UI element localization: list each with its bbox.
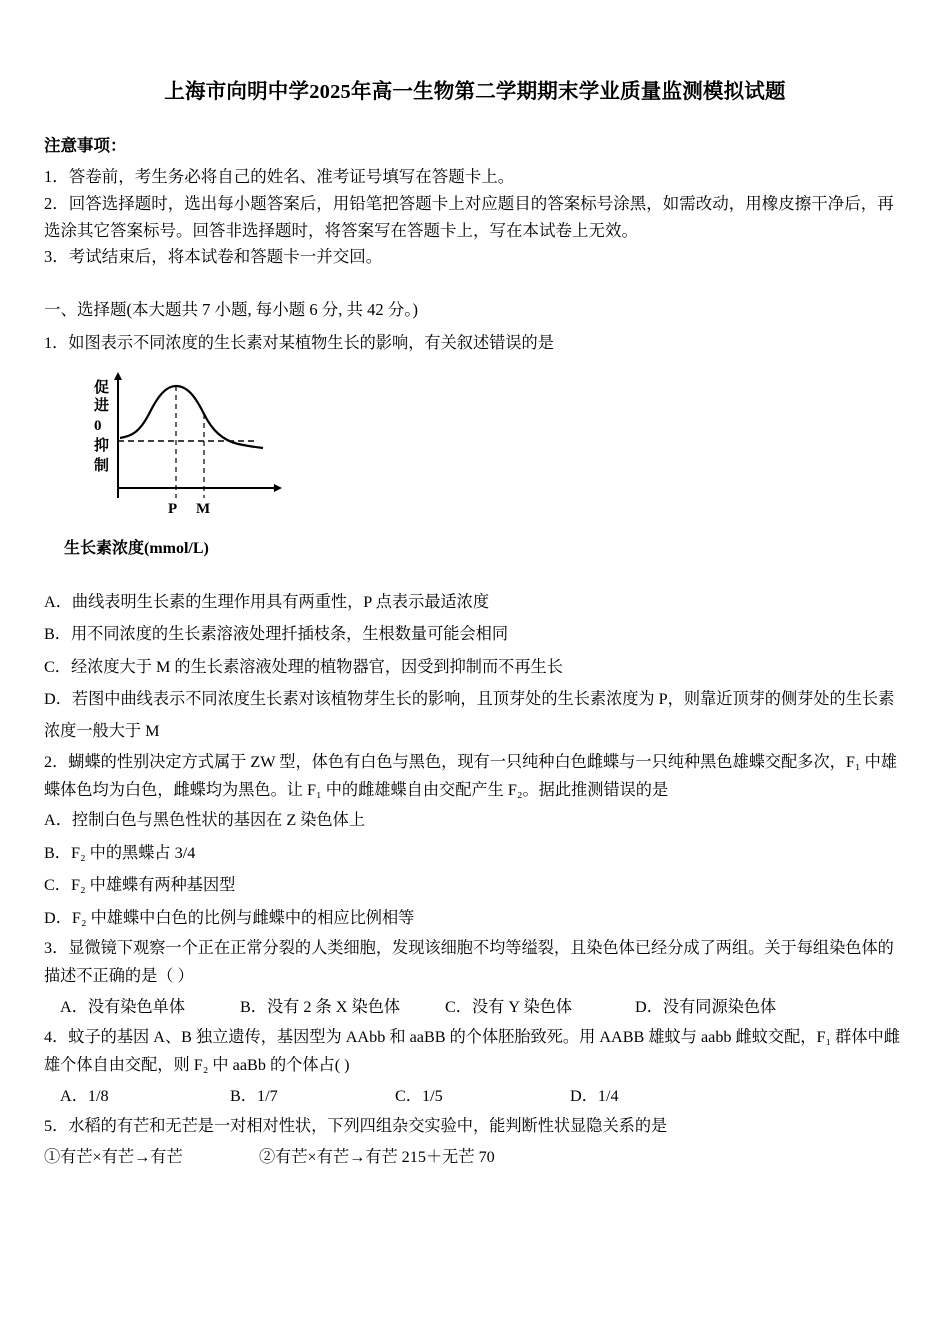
svg-text:M: M <box>196 500 211 517</box>
question-1-option-d: D．若图中曲线表示不同浓度生长素对该植物芽生长的影响，且顶芽处的生长素浓度为 P，则靠近顶芽的侧芽处的生长素浓度一般大于 M <box>44 689 895 741</box>
svg-text:P: P <box>168 500 178 517</box>
question-3-options <box>44 991 906 1023</box>
question-1-option-b: B．用不同浓度的生长素溶液处理扦插枝条，生根数量可能会相同 <box>44 625 509 644</box>
svg-text:进: 进 <box>94 397 110 414</box>
auxin-curve-svg <box>58 368 308 528</box>
notice-line-3: 3．考试结束后，将本试卷和答题卡一并交回。 <box>44 247 383 267</box>
svg-text:抑: 抑 <box>94 437 110 454</box>
question-4-option-c: C．1/5 <box>395 1086 443 1105</box>
question-4-option-a: A．1/8 <box>60 1086 109 1105</box>
question-3-option-d: D．没有同源染色体 <box>635 997 777 1016</box>
question-4-option-d: D．1/4 <box>570 1086 619 1105</box>
question-5-option-2: ②有芒×有芒→有芒 215＋无芒 70 <box>259 1147 495 1166</box>
question-5-option-1: ①有芒×有芒→有芒 <box>44 1147 183 1166</box>
svg-text:制: 制 <box>94 457 110 474</box>
figure-x-axis-title: 生长素浓度(mmol/L) <box>64 539 209 557</box>
question-4-options <box>44 1080 906 1112</box>
question-5-stem: 5．水稻的有芒和无芒是一对相对性状，下列四组杂交实验中，能判断性状显隐关系的是 <box>44 1117 668 1136</box>
question-4-option-b: B．1/7 <box>230 1086 278 1105</box>
question-2-option-c: C．F₂ 中雄蝶有两种基因型 <box>44 876 236 895</box>
question-3-option-a: A．没有染色单体 <box>60 997 186 1016</box>
auxin-response-figure <box>58 368 308 558</box>
question-5-options <box>44 1141 906 1173</box>
svg-text:0: 0 <box>94 417 102 434</box>
question-2-stem: 2．蝴蝶的性别决定方式属于 ZW 型，体色有白色与黑色，现有一只纯种白色雌蝶与一只纯种黑色雄蝶交配多次，F₁ 中雄蝶体色均为白色，雌蝶均为黑色。让 F₁ 中的雌雄蝶自由交配产生 F₂。据此推测错误的是 <box>44 752 897 800</box>
question-2-option-a: A．控制白色与黑色性状的基因在 Z 染色体上 <box>44 811 366 830</box>
section-heading: 一、选择题(本大题共 7 小题, 每小题 6 分, 共 42 分。) <box>44 299 418 319</box>
question-1-option-c: C．经浓度大于 M 的生长素溶液处理的植物器官，因受到抑制而不再生长 <box>44 657 563 676</box>
question-2-option-b: B．F₂ 中的黑蝶占 3/4 <box>44 843 196 862</box>
question-1-option-a: A．曲线表明生长素的生理作用具有两重性，P 点表示最适浓度 <box>44 592 490 611</box>
question-3-option-b: B．没有 2 条 X 染色体 <box>240 997 401 1016</box>
question-4-stem: 4．蚊子的基因 A、B 独立遗传，基因型为 AAbb 和 aaBB 的个体胚胎致死。用 AABB 雄蚊与 aabb 雌蚊交配，F₁ 群体中雌雄个体自由交配，则 F₂ 中 aaBb 的个体占( ) <box>44 1028 900 1075</box>
notice-line-2: 2．回答选择题时，选出每小题答案后，用铅笔把答题卡上对应题目的答案标号涂黑，如需改动，用橡皮擦干净后，再选涂其它答案标号。回答非选择题时，将答案写在答题卡上，写在本试卷上无效。 <box>44 193 894 240</box>
svg-text:促: 促 <box>94 379 110 396</box>
question-3-option-c: C．没有 Y 染色体 <box>445 997 573 1016</box>
question-2-option-d: D．F₂ 中雄蝶中白色的比例与雌蝶中的相应比例相等 <box>44 908 415 927</box>
notice-heading: 注意事项： <box>44 135 127 155</box>
question-3-stem: 3．显微镜下观察一个正在正常分裂的人类细胞，发现该细胞不均等缢裂，且染色体已经分成了两组。关于每组染色体的描述不正确的是（ ） <box>44 939 894 986</box>
page-title: 上海市向明中学2025年高一生物第二学期期末学业质量监测模拟试题 <box>164 81 786 103</box>
question-1-stem: 1．如图表示不同浓度的生长素对某植物生长的影响，有关叙述错误的是 <box>44 334 554 353</box>
notice-line-1: 1．答卷前，考生务必将自己的姓名、准考证号填写在答题卡上。 <box>44 167 515 187</box>
